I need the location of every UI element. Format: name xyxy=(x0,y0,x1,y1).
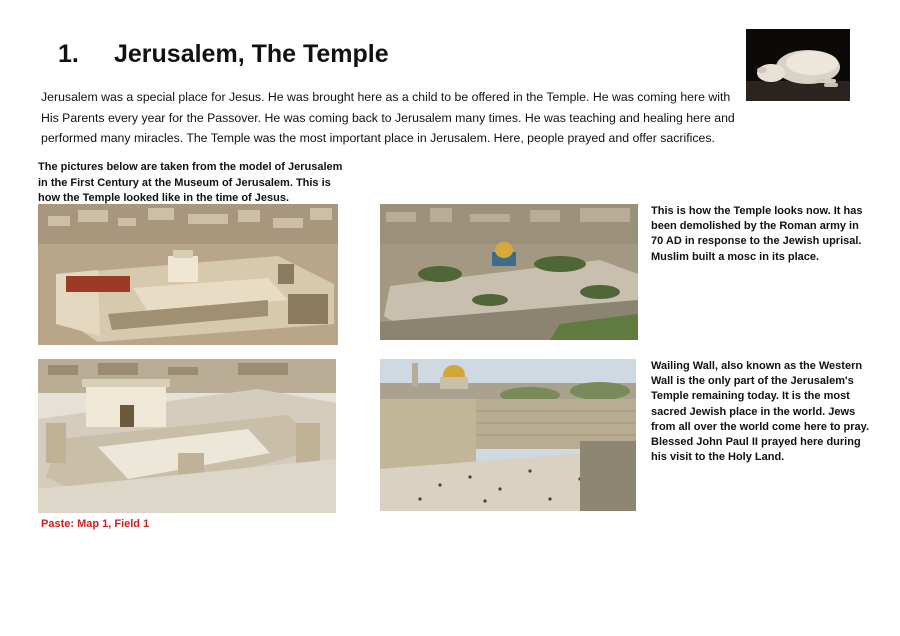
temple-model-photo xyxy=(38,359,336,513)
caption-temple-now: This is how the Temple looks now. It has been demolished by the Roman army in 70 AD in response to the Jewish uprisal. Muslim built a mosc in its place. xyxy=(651,205,863,263)
page-title xyxy=(58,40,389,69)
lamb-image xyxy=(746,29,850,101)
paste-note: Paste: Map 1, Field 1 xyxy=(41,518,150,530)
caption-model: The pictures below are taken from the model of Jerusalem in the First Century at the Museum of Jerusalem. This is how the Temple looked like in the time of Jesus. xyxy=(38,161,343,204)
temple-mount-now-photo xyxy=(380,204,638,340)
title-text: Jerusalem, The Temple xyxy=(114,40,389,68)
section-number: 1. xyxy=(58,40,79,68)
model-jerusalem-photo xyxy=(38,204,338,345)
intro-paragraph: Jerusalem was a special place for Jesus. He was brought here as a child to be offered in the Temple. He was coming here with His Parents every year for the Passover. He was coming back to Jerusalem many times. He was teaching and healing here and performed many miracles. The Temple was the most important place in Jerusalem. Here, people prayed and offer sacrifices. xyxy=(41,90,735,145)
western-wall-photo xyxy=(380,359,636,511)
caption-western-wall: Wailing Wall, also known as the Western Wall is the only part of the Jerusalem's Temple remaining today. It is the most sacred Jewish place in the world. Jews from all over the world come here to pray. Blessed John Paul II prayed here during his visit to the Holy Land. xyxy=(651,360,870,464)
